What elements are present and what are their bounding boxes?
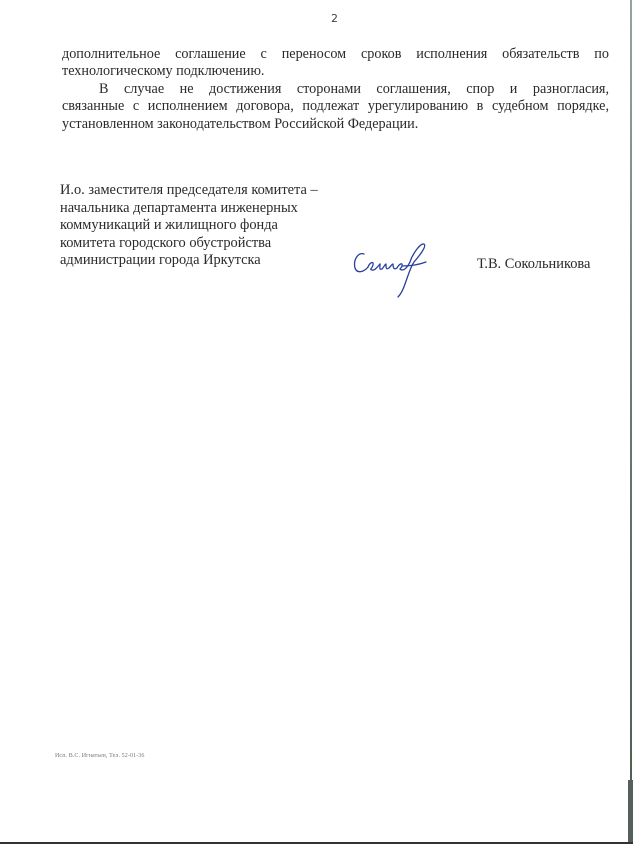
handwritten-signature: [350, 240, 435, 300]
signer-name: Т.В. Сокольникова: [477, 256, 591, 272]
paragraph-1-line-1: дополнительное соглашение с переносом сроков исполнения обязательств по: [62, 46, 609, 62]
position-line: администрации города Иркутска: [60, 252, 261, 269]
paragraph-1-line-2: технологическому подключению.: [62, 63, 265, 80]
executor-contact: Исп. В.С. Игнатьев, Тел. 52-01-36: [55, 753, 145, 759]
position-line: комитета городского обустройства: [60, 234, 272, 251]
page-number: 2: [331, 12, 338, 25]
scan-edge-right: [630, 0, 632, 844]
signatory-position: [60, 182, 360, 270]
body-text: [62, 46, 609, 133]
scan-edge-bottom: [0, 842, 633, 844]
position-line: коммуникаций и жилищного фонда: [60, 217, 278, 234]
paragraph-2-line-2: связанные с исполнением договора, подлежат урегулированию в судебном порядке,: [62, 98, 609, 115]
position-line: И.о. заместителя председателя комитета –: [60, 182, 318, 198]
paragraph-2-line-3: установленном законодательством Российской Федерации.: [62, 115, 419, 132]
scan-edge-corner: [628, 780, 633, 844]
position-line: начальника департамента инженерных: [60, 199, 298, 216]
paragraph-2-line-1: В случае не достижения сторонами соглашения, спор и разногласия,: [99, 80, 609, 97]
